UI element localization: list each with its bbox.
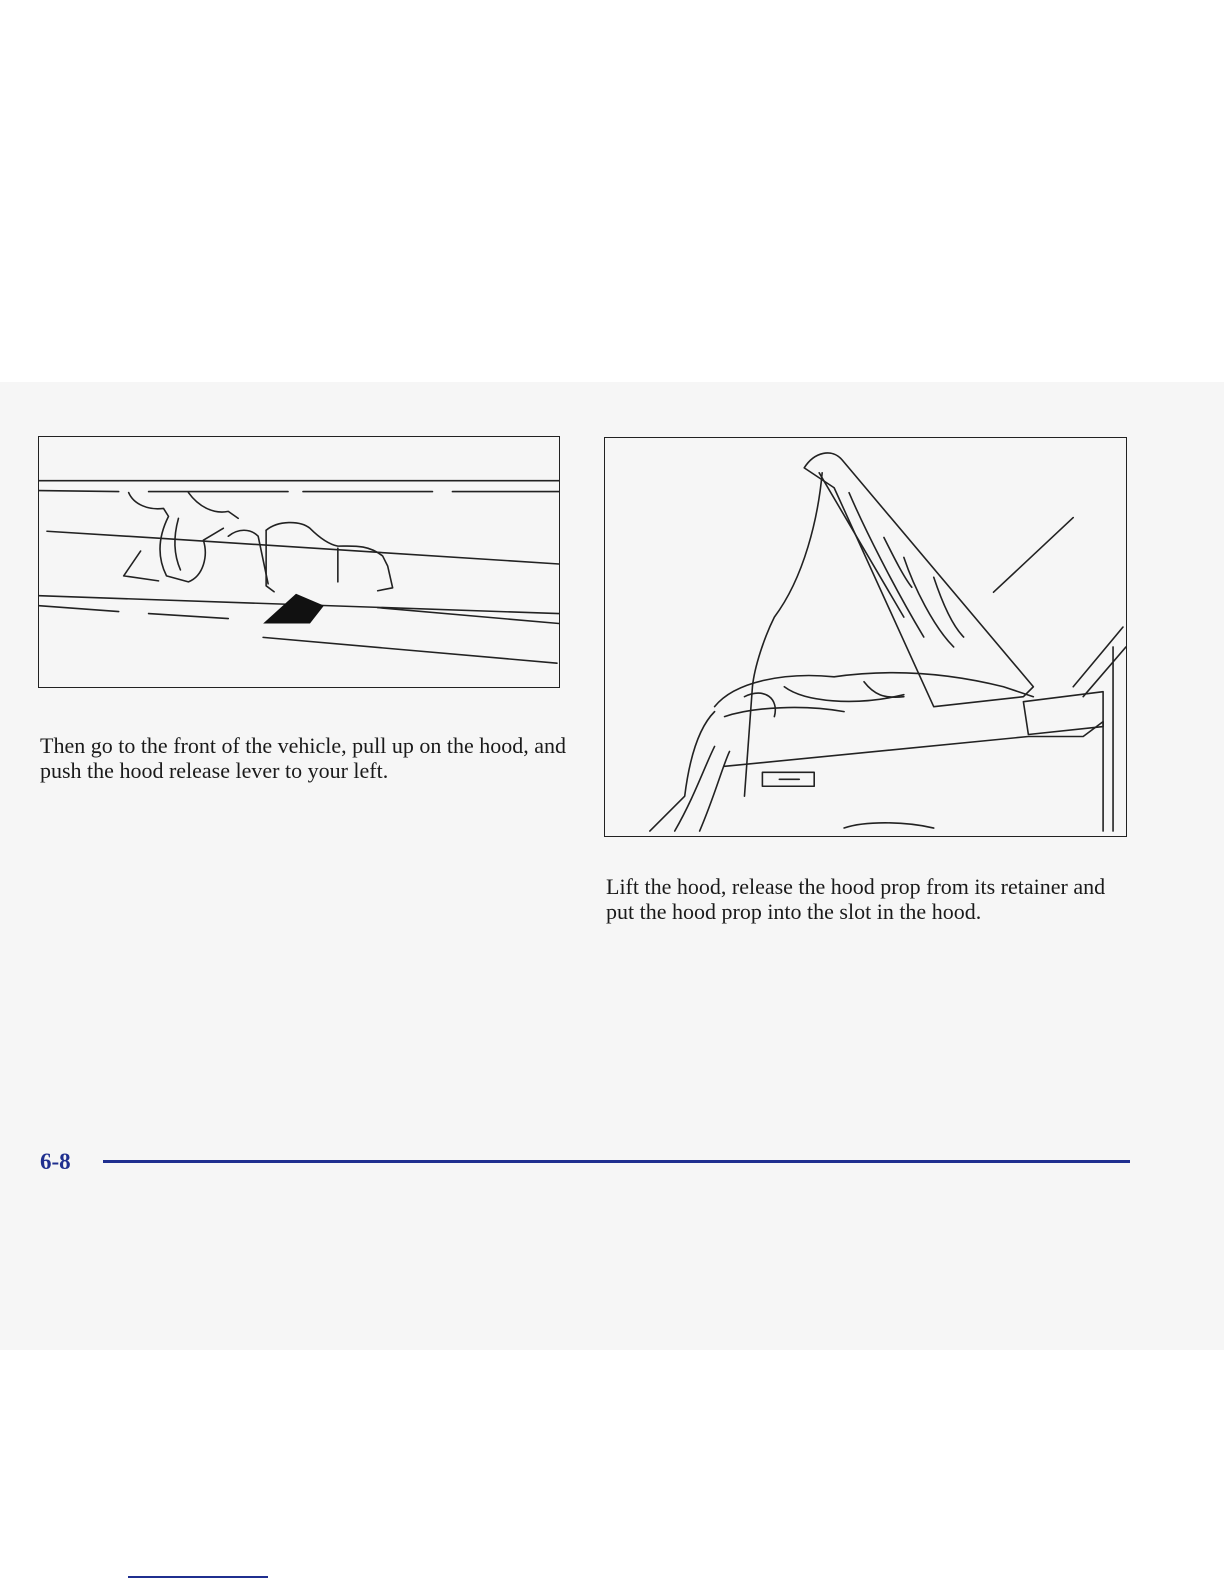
front-bumper-left	[650, 712, 715, 831]
lever-left	[228, 530, 268, 584]
latch-inner	[175, 518, 181, 570]
hood-prop-rod	[744, 473, 822, 796]
fender-line-top	[1073, 627, 1123, 687]
latch-top	[188, 493, 238, 519]
right-figure-caption: Lift the hood, release the hood prop from its retainer and put the hood prop into the slot in the hood.	[606, 874, 1106, 924]
bracket-left	[124, 551, 159, 581]
bottom-link-underline	[128, 1576, 268, 1578]
lever-body	[266, 523, 393, 591]
hood-release-lever-illustration	[38, 436, 560, 688]
hood-panel	[804, 453, 1033, 707]
dashed-edge-line	[39, 491, 559, 492]
push-arrow-icon	[263, 594, 324, 624]
footer-rule	[103, 1160, 1130, 1163]
hood-prop-illustration	[604, 437, 1127, 837]
grille-edge	[675, 746, 730, 831]
fender-block	[1023, 692, 1103, 735]
hood-release-drawing	[39, 437, 559, 687]
left-figure-caption: Then go to the front of the vehicle, pull up on the hood, and push the hood release lever to your left.	[40, 733, 567, 783]
hood-prop-drawing	[605, 438, 1126, 836]
page-number: 6-8	[40, 1149, 71, 1174]
fender-line-right	[1083, 647, 1126, 697]
radiator-support	[725, 722, 1104, 831]
dash-line-lower	[39, 606, 228, 619]
bottom-line	[263, 637, 557, 663]
grille-line	[47, 531, 559, 564]
lower-bumper-curve	[844, 823, 934, 828]
windshield-line	[994, 518, 1074, 593]
